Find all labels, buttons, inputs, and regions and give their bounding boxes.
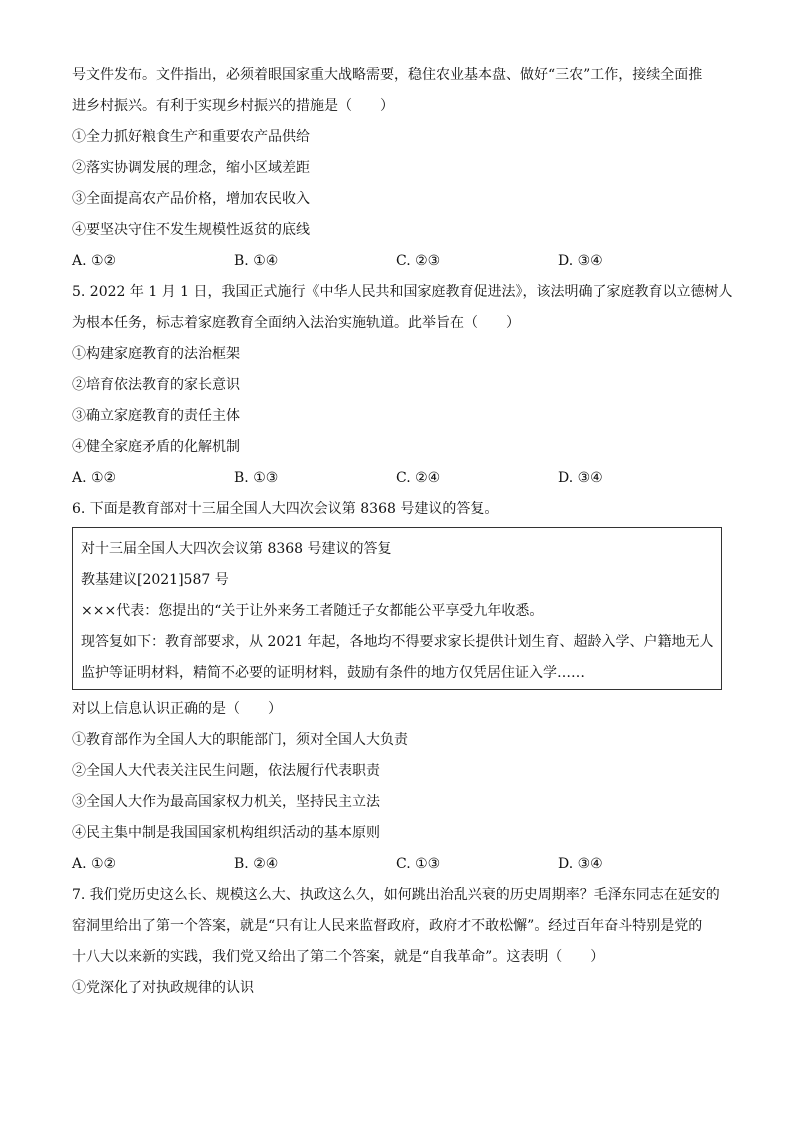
option-a: A. ①② — [72, 470, 117, 486]
statement: ①全力抓好粮食生产和重要农产品供给 — [72, 129, 310, 145]
option-c: C. ②③ — [396, 253, 441, 269]
material-title: 对十三届全国人大四次会议第 8368 号建议的答复 — [81, 541, 392, 557]
option-c: C. ①③ — [396, 856, 441, 872]
option-c: C. ②④ — [396, 470, 441, 486]
statement: ①教育部作为全国人大的职能部门，须对全国人大负责 — [72, 732, 408, 748]
answer-options — [72, 463, 722, 494]
statement: ①党深化了对执政规律的认识 — [72, 980, 254, 996]
statement: ①构建家庭教育的法治框架 — [72, 346, 240, 362]
exam-page — [72, 60, 733, 1004]
question-stem-line: 6. 下面是教育部对十三届全国人大四次会议第 8368 号建议的答复。 — [72, 501, 499, 517]
question-stem-line: 进乡村振兴。有利于实现乡村振兴的措施是（ ） — [72, 98, 394, 114]
statement: ④健全家庭矛盾的化解机制 — [72, 439, 240, 455]
question-4 — [72, 60, 722, 277]
question-stem-line: 5. 2022 年 1 月 1 日，我国正式施行《中华人民共和国家庭教育促进法》，该法明确了家庭教育以立德树人 — [72, 284, 733, 300]
statement: ④民主集中制是我国国家机构组织活动的基本原则 — [72, 825, 380, 841]
option-d: D. ③④ — [558, 253, 603, 269]
statement: ③全国人大作为最高国家权力机关，坚持民主立法 — [72, 794, 380, 810]
answer-options — [72, 246, 722, 277]
question-6 — [72, 494, 722, 880]
option-b: B. ①④ — [234, 253, 279, 269]
question-stem-line: 十八大以来新的实践，我们党又给出了第二个答案，就是“自我革命”。这表明（ ） — [72, 949, 605, 965]
statement: ④要坚决守住不发生规模性返贫的底线 — [72, 222, 310, 238]
answer-options — [72, 849, 722, 880]
question-stem-line: 号文件发布。文件指出，必须着眼国家重大战略需要，稳住农业基本盘、做好“三农”工作，接续全面推 — [72, 67, 703, 83]
question-stem-line: 为根本任务，标志着家庭教育全面纳入法治实施轨道。此举旨在（ ） — [72, 315, 520, 331]
statement: ②全国人大代表关注民生问题，依法履行代表职责 — [72, 763, 380, 779]
question-stem-line: 窑洞里给出了第一个答案，就是“只有让人民来监督政府，政府才不敢松懈”。经过百年奋斗特别是党的 — [72, 918, 703, 934]
option-a: A. ①② — [72, 856, 117, 872]
statement: ③确立家庭教育的责任主体 — [72, 408, 240, 424]
material-line: ×××代表：您提出的“关于让外来务工者随迁子女都能公平享受九年收悉。 — [81, 603, 544, 619]
question-prompt: 对以上信息认识正确的是（ ） — [72, 701, 282, 717]
statement: ②落实协调发展的理念，缩小区域差距 — [72, 160, 310, 176]
question-5 — [72, 277, 733, 494]
option-b: B. ②④ — [234, 856, 279, 872]
option-d: D. ③④ — [558, 856, 603, 872]
option-d: D. ③④ — [558, 470, 603, 486]
material-doc-number: 教基建议[2021]587 号 — [81, 572, 229, 588]
material-box — [72, 527, 722, 690]
option-a: A. ①② — [72, 253, 117, 269]
material-line: 现答复如下：教育部要求，从 2021 年起，各地均不得要求家长提供计划生育、超龄入学、户籍地无人 — [81, 634, 714, 650]
material-line: 监护等证明材料，精简不必要的证明材料，鼓励有条件的地方仅凭居住证入学…… — [81, 665, 585, 681]
option-b: B. ①③ — [234, 470, 279, 486]
statement: ③全面提高农产品价格，增加农民收入 — [72, 191, 310, 207]
question-7 — [72, 880, 722, 1004]
statement: ②培育依法教育的家长意识 — [72, 377, 240, 393]
question-stem-line: 7. 我们党历史这么长、规模这么大、执政这么久，如何跳出治乱兴衰的历史周期率？毛泽东同志在延安的 — [72, 887, 720, 903]
